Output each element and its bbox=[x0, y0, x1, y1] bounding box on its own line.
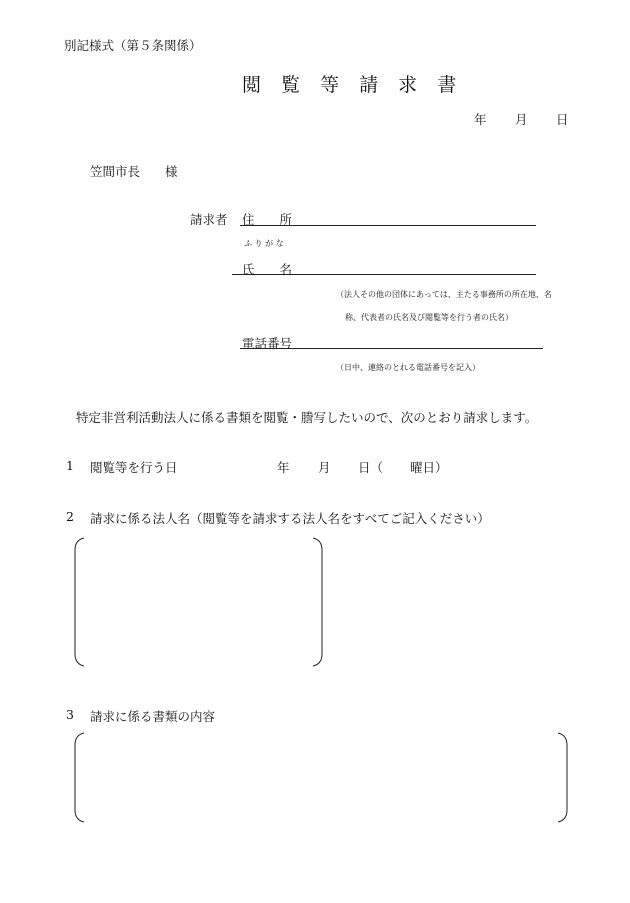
address-label: 住 所 bbox=[242, 212, 293, 227]
item-1-label: 閲覧等を行う日 bbox=[90, 460, 178, 475]
name-label: 氏 名 bbox=[242, 262, 293, 277]
item-1-year[interactable]: 年 bbox=[277, 460, 290, 475]
phone-note: （日中、連絡のとれる電話番号を記入） bbox=[336, 363, 480, 372]
name-note-line1: （法人その他の団体にあっては、主たる事務所の所在地、名 bbox=[336, 290, 552, 299]
form-reference: 別記様式（第５条関係） bbox=[64, 38, 202, 53]
item-2-number: 2 bbox=[66, 509, 74, 524]
item-3-label: 請求に係る書類の内容 bbox=[90, 709, 216, 724]
date-year-label: 年 bbox=[474, 112, 487, 127]
phone-label: 電話番号 bbox=[242, 336, 293, 351]
requester-label: 請求者 bbox=[190, 212, 228, 227]
addressee: 笠間市長 様 bbox=[90, 164, 178, 179]
date-day-label: 日 bbox=[556, 112, 569, 127]
request-statement: 特定非営利活動法人に係る書類を閲覧・謄写したいので、次のとおり請求します。 bbox=[76, 410, 538, 425]
item-2-input-area[interactable] bbox=[78, 540, 318, 664]
form-title: 閲 覧 等 請 求 書 bbox=[242, 74, 464, 96]
item-3-number: 3 bbox=[66, 707, 74, 722]
item-1-day[interactable]: 日（ bbox=[358, 460, 384, 475]
item-1-number: 1 bbox=[66, 458, 74, 473]
item-2-label: 請求に係る法人名（閲覧等を請求する法人名をすべてご記入ください） bbox=[90, 511, 490, 526]
item-1-weekday[interactable]: 曜日） bbox=[410, 460, 448, 475]
date-month-label: 月 bbox=[515, 112, 528, 127]
furigana-label: ふ り が な bbox=[244, 239, 284, 248]
name-note-line2: 称、代表者の氏名及び閲覧等を行う者の氏名） bbox=[345, 313, 513, 322]
item-1-month[interactable]: 月 bbox=[318, 460, 331, 475]
item-3-input-area[interactable] bbox=[78, 735, 564, 820]
